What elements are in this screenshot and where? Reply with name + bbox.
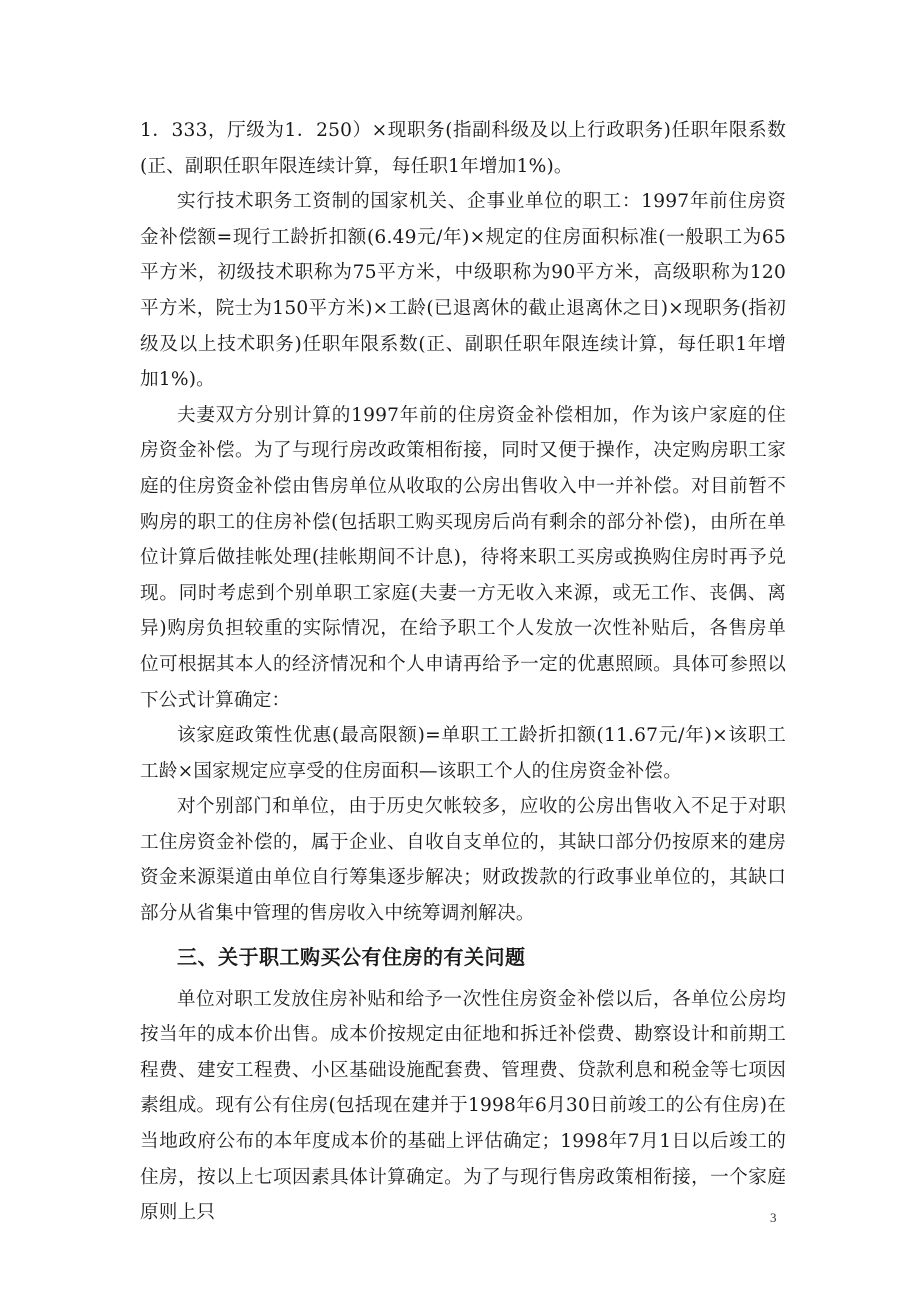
document-body	[140, 113, 786, 1231]
page-number: 3	[770, 1210, 777, 1225]
paragraph-shortfall-handling: 对个别部门和单位，由于历史欠帐较多，应收的公房出售收入不足于对职工住房资金补偿的，属于企业、自收自支单位的，其缺口部分仍按原来的建房资金来源渠道由单位自行筹集逐步解决；财政拨款的行政事业单位的，其缺口部分从省集中管理的售房收入中统筹调剂解决。	[140, 796, 786, 925]
section-heading: 三、关于职工购买公有住房的有关问题	[177, 944, 526, 969]
paragraph-technical-staff-compensation: 实行技术职务工资制的国家机关、企事业单位的职工：1997年前住房资金补偿额=现行工龄折扣额(6.49元/年)×规定的住房面积标准(一般职工为65平方米，初级技术职称为75平方米，中级职称为90平方米，高级职称为120平方米，院士为150平方米)×工龄(已退离休的截止退离休之日)×现职务(指初级及以上技术职务)任职年限系数(正、副职任职年限连续计算，每任职1年增加1%)。	[140, 191, 786, 391]
paragraph-cost-price-sale: 单位对职工发放住房补贴和给予一次性住房资金补偿以后，各单位公房均按当年的成本价出售。成本价按规定由征地和拆迁补偿费、勘察设计和前期工程费、建安工程费、小区基础设施配套费、管理费、贷款利息和税金等七项因素组成。现有公有住房(包括现在建并于1998年6月30日前竣工的公有住房)在当地政府公布的本年度成本价的基础上评估确定；1998年7月1日以后竣工的住房，按以上七项因素具体计算确定。为了与现行售房政策相衔接，一个家庭原则上只	[140, 988, 786, 1224]
paragraph-continuation: 1．333，厅级为1．250）×现职务(指副科级及以上行政职务)任职年限系数(正、副职任职年限连续计算，每任职1年增加1%)。	[140, 120, 786, 177]
paragraph-policy-discount-formula: 该家庭政策性优惠(最高限额)=单职工工龄折扣额(11.67元/年)×该职工工龄×国家规定应享受的住房面积—该职工个人的住房资金补偿。	[140, 725, 786, 782]
paragraph-couple-compensation: 夫妻双方分别计算的1997年前的住房资金补偿相加，作为该户家庭的住房资金补偿。为了与现行房改政策相衔接，同时又便于操作，决定购房职工家庭的住房资金补偿由售房单位从收取的公房出售收入中一并补偿。对目前暂不购房的职工的住房补偿(包括职工购买现房后尚有剩余的部分补偿)，由所在单位计算后做挂帐处理(挂帐期间不计息)，待将来职工买房或换购住房时再予兑现。同时考虑到个别单职工家庭(夫妻一方无收入来源，或无工作、丧偶、离异)购房负担较重的实际情况，在给予职工个人发放一次性补贴后，各售房单位可根据其本人的经济情况和个人申请再给予一定的优惠照顾。具体可参照以下公式计算确定：	[140, 404, 786, 711]
